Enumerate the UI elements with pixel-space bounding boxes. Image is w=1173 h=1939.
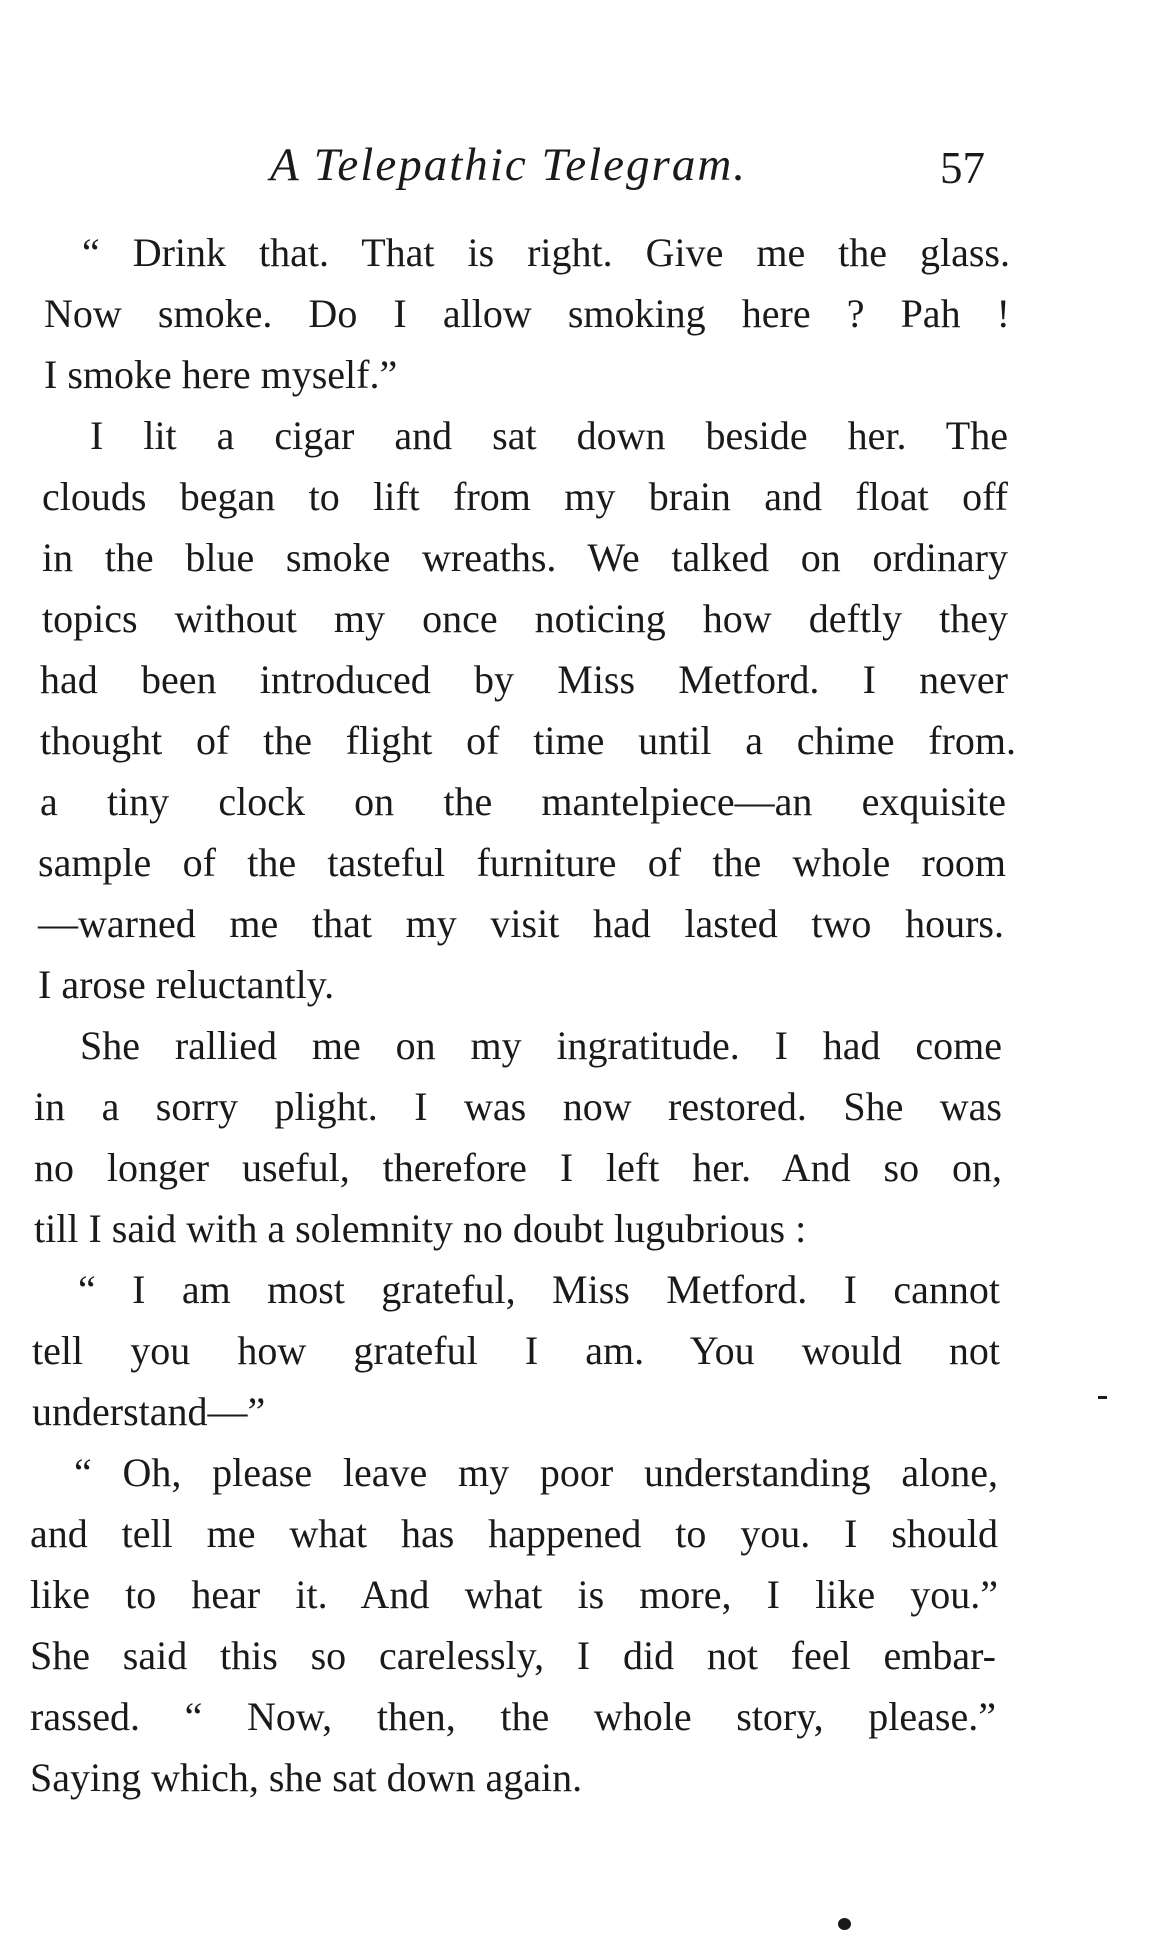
text-line: tell you how grateful I am. You would not — [32, 1328, 1000, 1373]
text-line: I smoke here myself.” — [44, 352, 398, 397]
text-line: Now smoke. Do I allow smoking here ? Pah ! — [44, 291, 1010, 336]
text-line: had been introduced by Miss Metford. I never — [40, 657, 1008, 702]
text-line: in the blue smoke wreaths. We talked on ordinary — [42, 535, 1008, 580]
text-line: I arose reluctantly. — [38, 962, 335, 1007]
text-line: —warned me that my visit had lasted two hours. — [38, 901, 1004, 946]
text-line: She rallied me on my ingratitude. I had come — [80, 1023, 1002, 1068]
text-line: like to hear it. And what is more, I like you.” — [30, 1572, 998, 1617]
text-line: no longer useful, therefore I left her. And so on, — [34, 1145, 1002, 1190]
text-line: “ I am most grateful, Miss Metford. I cannot — [78, 1267, 1000, 1312]
text-line: in a sorry plight. I was now restored. She was — [34, 1084, 1002, 1129]
text-line: thought of the flight of time until a chime from. — [40, 718, 1016, 763]
text-line: understand—” — [32, 1389, 266, 1434]
text-line: sample of the tasteful furniture of the whole room — [38, 840, 1006, 885]
running-header — [0, 138, 1173, 198]
text-line: rassed. “ Now, then, the whole story, please.” — [30, 1694, 996, 1739]
page-number: 57 — [940, 143, 985, 193]
text-line: clouds began to lift from my brain and float off — [42, 474, 1008, 519]
text-line: She said this so carelessly, I did not feel embar- — [30, 1633, 996, 1678]
scan-speck — [838, 1918, 851, 1930]
text-line: till I said with a solemnity no doubt lugubrious : — [34, 1206, 807, 1251]
scan-speck — [1098, 1396, 1107, 1399]
text-line: Saying which, she sat down again. — [30, 1755, 583, 1800]
text-line: a tiny clock on the mantelpiece—an exquisite — [40, 779, 1006, 824]
text-line: and tell me what has happened to you. I should — [30, 1511, 998, 1556]
text-line: topics without my once noticing how deftly they — [42, 596, 1008, 641]
text-line: “ Oh, please leave my poor understanding alone, — [74, 1450, 998, 1495]
running-title: A Telepathic Telegram. — [270, 139, 748, 191]
text-line: I lit a cigar and sat down beside her. The — [90, 413, 1008, 458]
text-line: “ Drink that. That is right. Give me the glass. — [82, 230, 1010, 275]
